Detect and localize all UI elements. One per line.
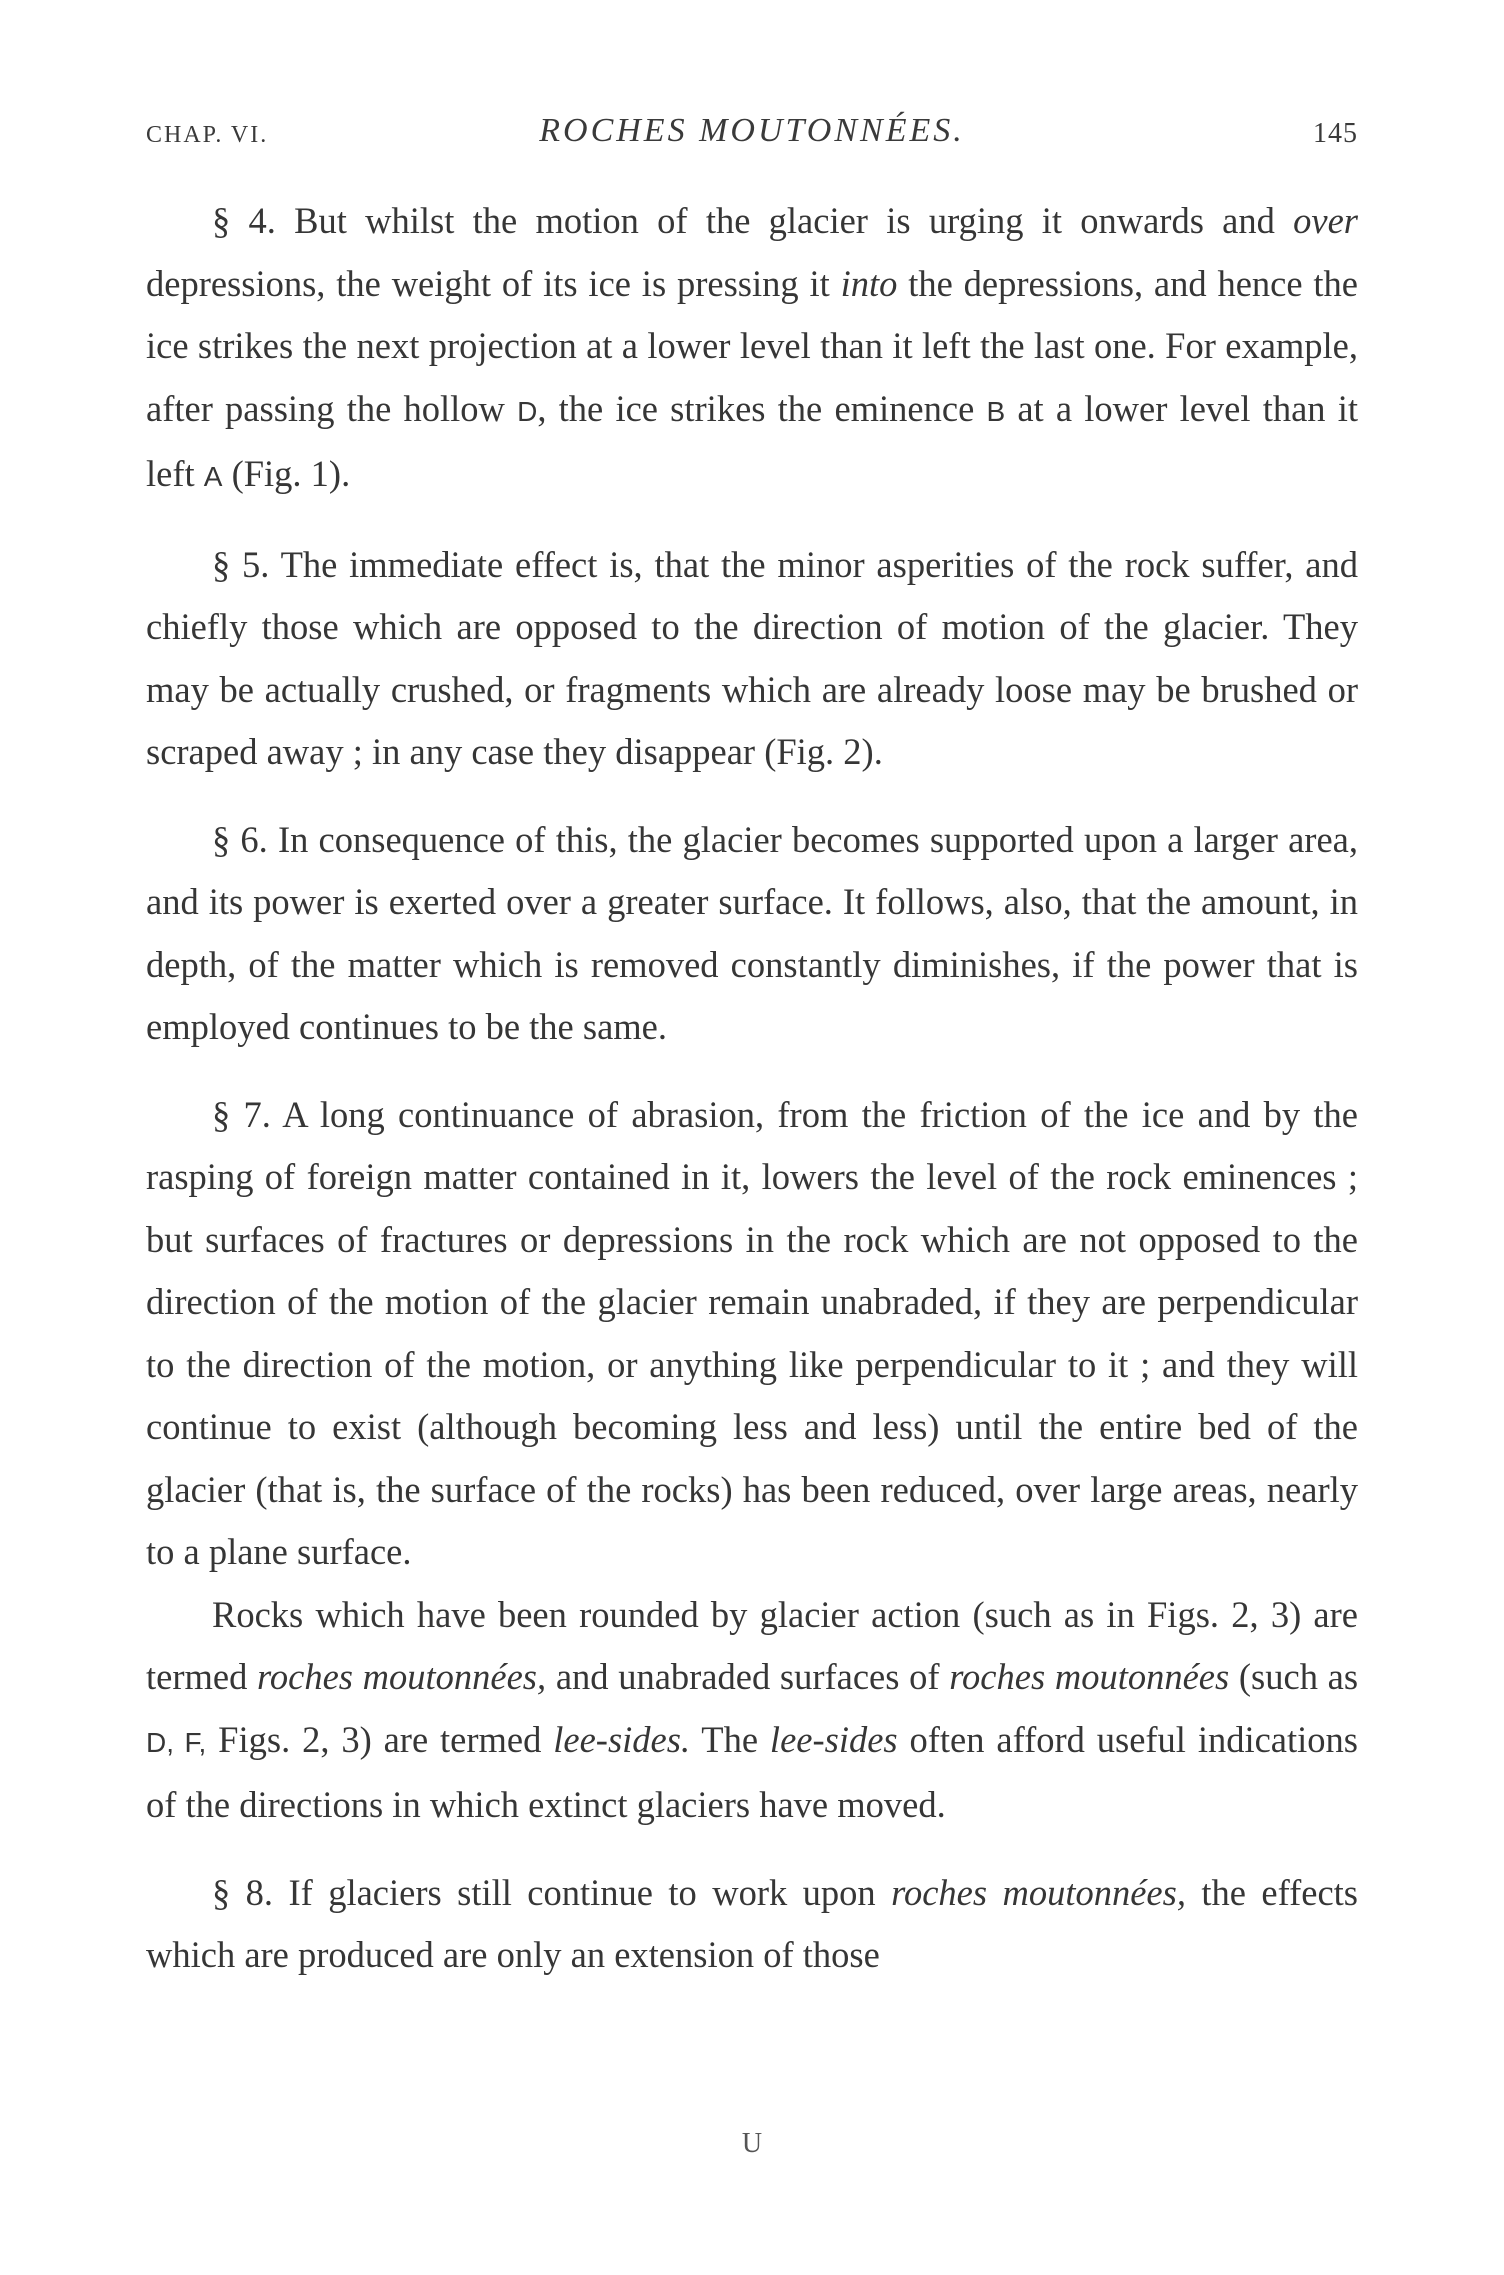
text-run: (Fig. 1).	[222, 453, 351, 494]
text-run: § 4. But whilst the motion of the glacier is urging it onwards and	[212, 200, 1294, 241]
text-run: at a lower level than it left	[146, 387, 1359, 494]
section-7-paragraph: § 7. A long continuance of abrasion, from the friction of the ice and by the rasping of foreign matter contained in it, lowers the level of the rock eminences ; but surfaces of fractures or depressions in the rock which are not opposed to the direction of the motion of the glacier remain unabraded, if they are perpendicular to the direction of the motion, or anything like perpendicular to it ; and they will continue to exist (although becoming less and less) until the entire bed of the glacier (that is, the surface of the rocks) has been reduced, over large areas, nearly to a plane surface.	[146, 1093, 1358, 1572]
chapter-label: CHAP. VI.	[146, 122, 269, 148]
italic-run: into	[840, 262, 898, 304]
signature-mark: U	[741, 2128, 763, 2159]
text-run: often afford useful indications of the directions in which extinct glaciers have moved.	[146, 1718, 1358, 1825]
italic-run: lee-sides	[769, 1718, 898, 1760]
section-8-paragraph	[146, 1862, 1358, 1987]
section-7-continuation-paragraph	[146, 1584, 1358, 1837]
section-5-paragraph: § 5. The immediate effect is, that the minor asperities of the rock suffer, and chiefly those which are opposed to the direction of motion of the glacier. They may be actually crushed, or fragments which are already loose may be brushed or scraped away ; in any case they disappear (Fig. 2).	[146, 543, 1358, 772]
running-head	[146, 112, 1358, 158]
figure-letter: B	[986, 395, 1006, 427]
text-run: the depressions, and hence the ice strikes the next projection at a lower level than it left the last one. For example, after passing the hollow	[146, 262, 1358, 429]
section-4-paragraph	[146, 190, 1358, 509]
text-run: Rocks which have been rounded by glacier action (such as in Figs. 2, 3) are termed	[146, 1593, 1358, 1697]
running-title: ROCHES MOUTONNÉES.	[539, 112, 965, 149]
figure-letter: A	[203, 461, 223, 492]
text-run: the effects which are produced are only an extension of those	[146, 1871, 1358, 1975]
italic-run: roches moutonnées	[949, 1656, 1230, 1697]
text-run: (such as	[1229, 1656, 1359, 1697]
figure-letter: D	[517, 395, 538, 427]
text-run: , the ice strikes the eminence	[537, 387, 987, 429]
page-number: 145	[1313, 118, 1358, 149]
figure-letters: D, F,	[146, 1726, 207, 1758]
text-run: § 8. If glaciers still continue to work upon	[212, 1871, 892, 1913]
text-run: The	[690, 1718, 770, 1760]
body-text	[146, 190, 1358, 2012]
italic-run: roches moutonnées,	[257, 1656, 547, 1697]
text-run: depressions, the weight of its ice is pressing it	[146, 262, 841, 304]
section-6-paragraph: § 6. In consequence of this, the glacier becomes supported upon a larger area, and its power is exerted over a greater surface. It follows, also, that the amount, in depth, of the matter which is removed constantly diminishes, if the power that is employed continues to be the same.	[146, 818, 1358, 1047]
italic-run: lee-sides.	[553, 1718, 691, 1760]
italic-run: over	[1293, 200, 1358, 241]
text-run: Figs. 2, 3) are termed	[206, 1718, 554, 1760]
italic-run: roches moutonnées,	[891, 1871, 1186, 1913]
text-run: and unabraded surfaces of	[546, 1656, 950, 1697]
